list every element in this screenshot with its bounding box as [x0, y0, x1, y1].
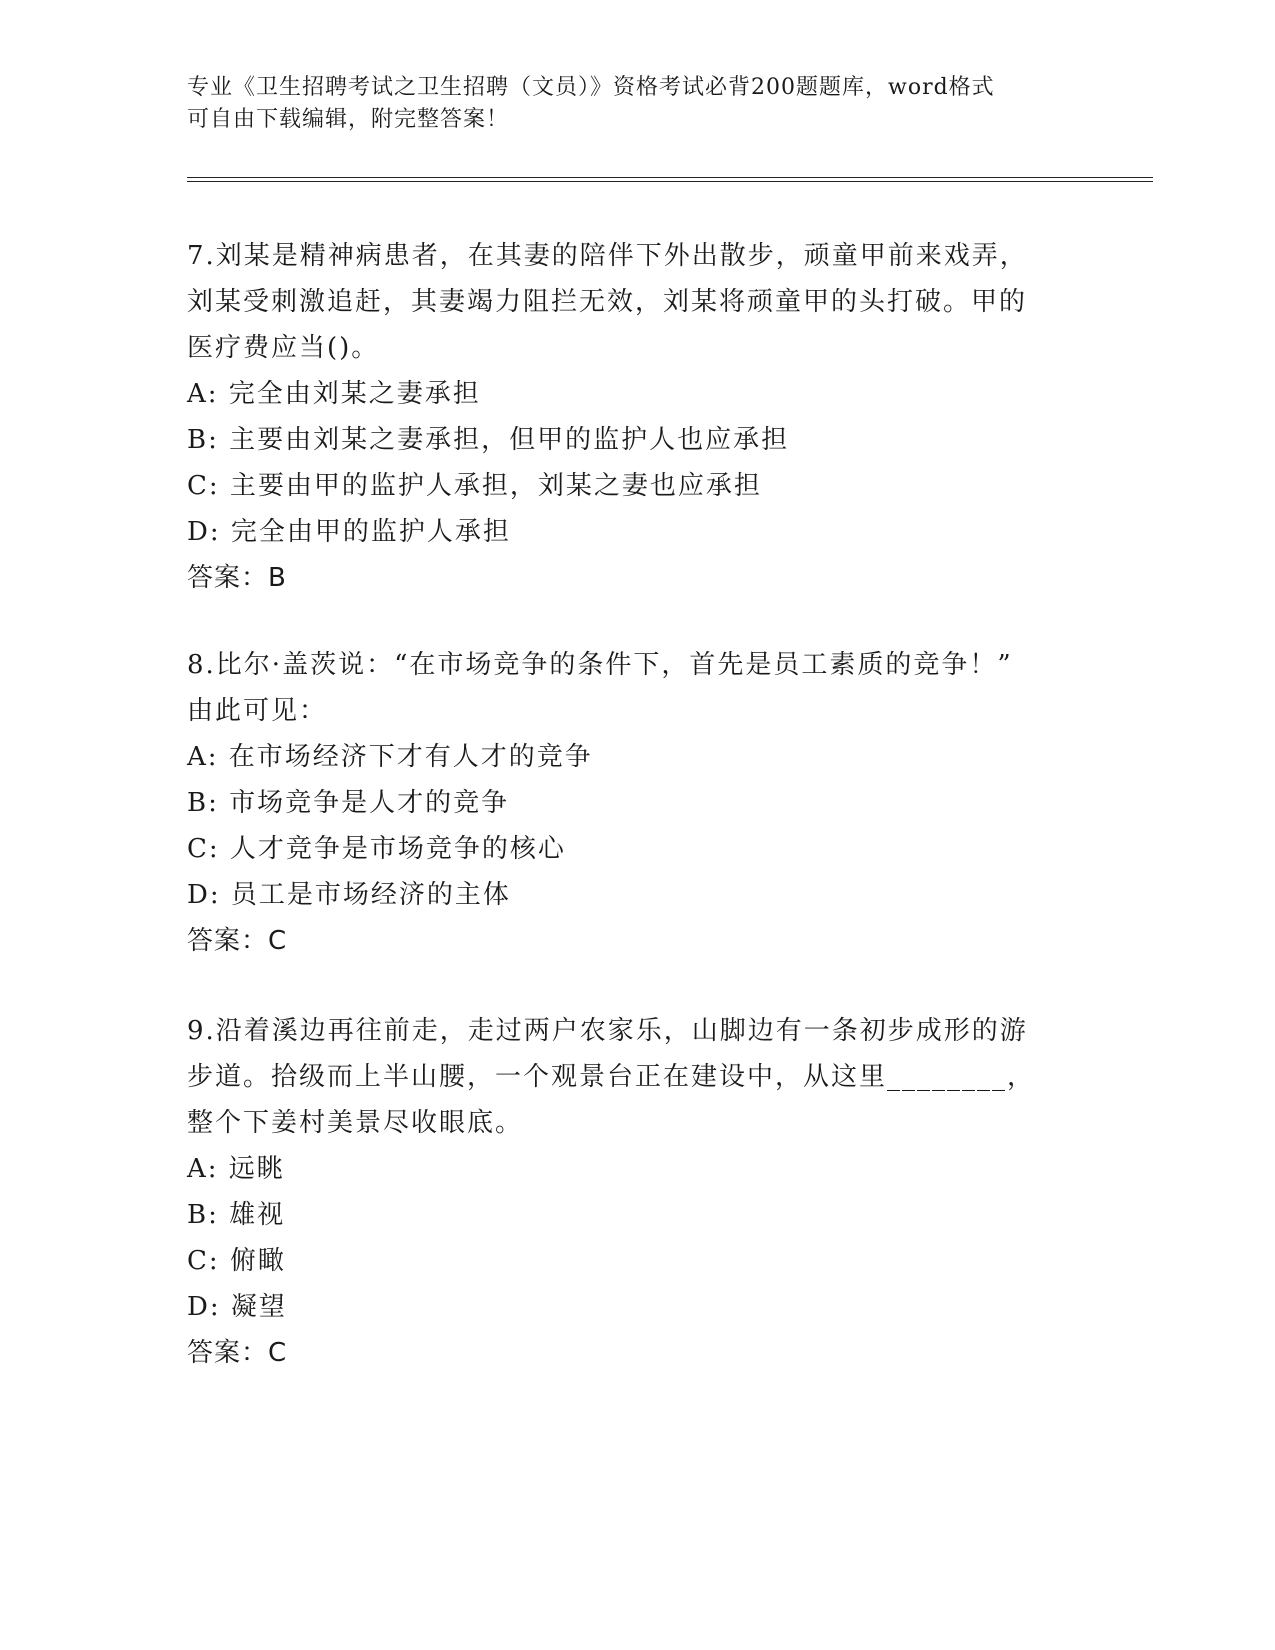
question-stem-line: 步道。拾级而上半山腰，一个观景台正在建设中，从这里________，: [187, 1062, 1036, 1092]
option-a: A: 在市场经济下才有人才的竞争: [187, 742, 593, 772]
question-stem-line: 刘某受刺激追赶，其妻竭力阻拦无效，刘某将顽童甲的头打破。甲的: [187, 287, 1028, 317]
option-b: B: 市场竞争是人才的竞争: [187, 788, 510, 818]
option-a: A: 远眺: [187, 1154, 285, 1184]
answer-line: 答案：B: [187, 563, 287, 593]
header-line-1: 专业《卫生招聘考试之卫生招聘（文员）》资格考试必背200题题库，word格式: [187, 75, 995, 100]
question-stem-line: 9.沿着溪边再往前走，走过两户农家乐，山脚边有一条初步成形的游: [187, 1016, 1028, 1046]
answer-line: 答案：C: [187, 1338, 288, 1368]
question-stem-line: 由此可见：: [187, 696, 328, 726]
document-header: [187, 72, 1087, 136]
option-a: A: 完全由刘某之妻承担: [187, 379, 481, 409]
question-stem-line: 医疗费应当()。: [187, 333, 380, 363]
option-c: C: 主要由甲的监护人承担，刘某之妻也应承担: [187, 471, 762, 501]
option-b: B: 主要由刘某之妻承担，但甲的监护人也应承担: [187, 425, 790, 455]
question-8: [187, 642, 1087, 964]
answer-line: 答案：C: [187, 926, 288, 956]
header-line-2: 可自由下载编辑，附完整答案！: [187, 107, 510, 132]
question-9: [187, 1008, 1087, 1376]
question-stem-line: 整个下姜村美景尽收眼底。: [187, 1108, 524, 1138]
question-stem-line: 7.刘某是精神病患者，在其妻的陪伴下外出散步，顽童甲前来戏弄，: [187, 241, 1028, 271]
question-stem-line: 8.比尔·盖茨说：“在市场竞争的条件下，首先是员工素质的竞争！”: [187, 650, 1013, 680]
option-c: C: 人才竞争是市场竞争的核心: [187, 834, 566, 864]
option-d: D: 凝望: [187, 1292, 287, 1322]
option-c: C: 俯瞰: [187, 1246, 286, 1276]
option-b: B: 雄视: [187, 1200, 286, 1230]
option-d: D: 完全由甲的监护人承担: [187, 517, 511, 547]
header-double-rule: [187, 177, 1153, 182]
question-7: [187, 233, 1087, 601]
option-d: D: 员工是市场经济的主体: [187, 880, 511, 910]
